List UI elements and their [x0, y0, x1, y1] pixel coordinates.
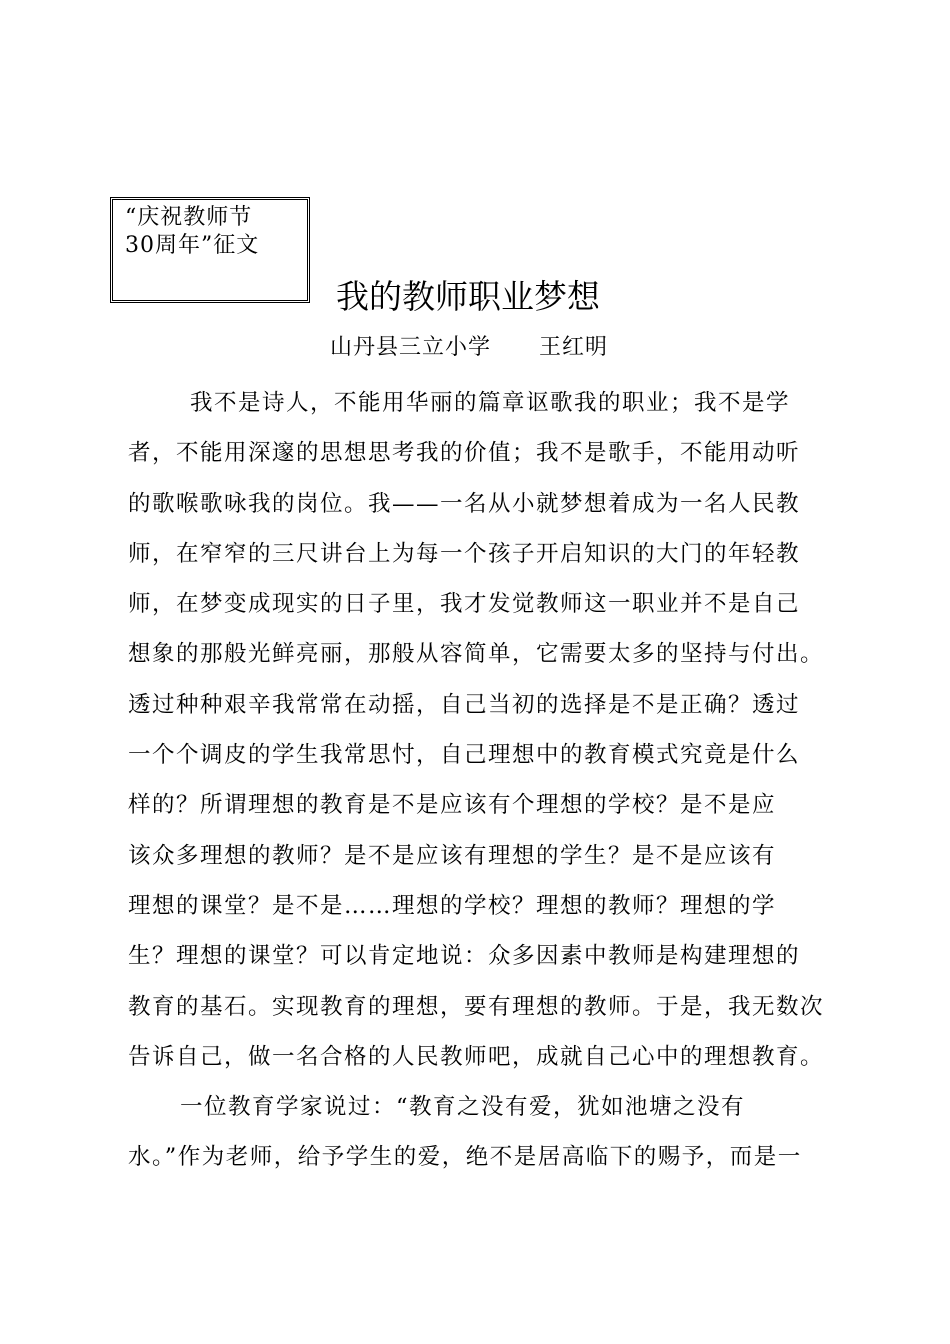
badge-line-1: “庆祝教师节 [125, 205, 253, 230]
badge-line-2: 30周年”征文 [125, 233, 260, 258]
paragraph-line: 者，不能用深邃的思想思考我的价值；我不是歌手，不能用动听 [128, 440, 801, 467]
paragraph-line: 一位教育学家说过：“教育之没有爱，犹如池塘之没有 [180, 1094, 746, 1121]
paragraph-line: 的歌喉歌咏我的岗位。我——一名从小就梦想着成为一名人民教 [128, 490, 801, 517]
paragraph-line: 样的？所谓理想的教育是不是应该有个理想的学校？是不是应 [128, 792, 777, 819]
paragraph-line: 生？理想的课堂？可以肯定地说：众多因素中教师是构建理想的 [128, 943, 801, 970]
paragraph-line: 师，在窄窄的三尺讲台上为每一个孩子开启知识的大门的年轻教 [128, 540, 801, 567]
school-name: 山丹县三立小学 [330, 335, 492, 360]
page-title: 我的教师职业梦想 [336, 277, 600, 316]
paragraph-line: 我不是诗人，不能用华丽的篇章讴歌我的职业；我不是学 [190, 390, 791, 416]
article-body [128, 378, 858, 1183]
author-name: 王红明 [539, 335, 609, 360]
paragraph-line: 一个个调皮的学生我常思忖，自己理想中的教育模式究竟是什么 [128, 742, 801, 769]
paragraph-line: 水。”作为老师，给予学生的爱，绝不是居高临下的赐予，而是一 [128, 1144, 802, 1171]
byline [330, 332, 608, 364]
paragraph-line: 想象的那般光鲜亮丽，那般从容简单，它需要太多的坚持与付出。 [128, 641, 825, 668]
paragraph-line: 理想的课堂？是不是……理想的学校？理想的教师？理想的学 [128, 892, 777, 919]
paragraph-line: 告诉自己，做一名合格的人民教师吧，成就自己心中的理想教育。 [128, 1043, 825, 1070]
paragraph-line: 透过种种艰辛我常常在动摇，自己当初的选择是不是正确？透过 [128, 691, 801, 718]
essay-contest-badge [110, 197, 310, 303]
paragraph-line: 师，在梦变成现实的日子里，我才发觉教师这一职业并不是自己 [128, 591, 801, 618]
paragraph-line: 该众多理想的教师？是不是应该有理想的学生？是不是应该有 [128, 842, 777, 869]
paragraph-line: 教育的基石。实现教育的理想，要有理想的教师。于是，我无数次 [128, 993, 825, 1020]
